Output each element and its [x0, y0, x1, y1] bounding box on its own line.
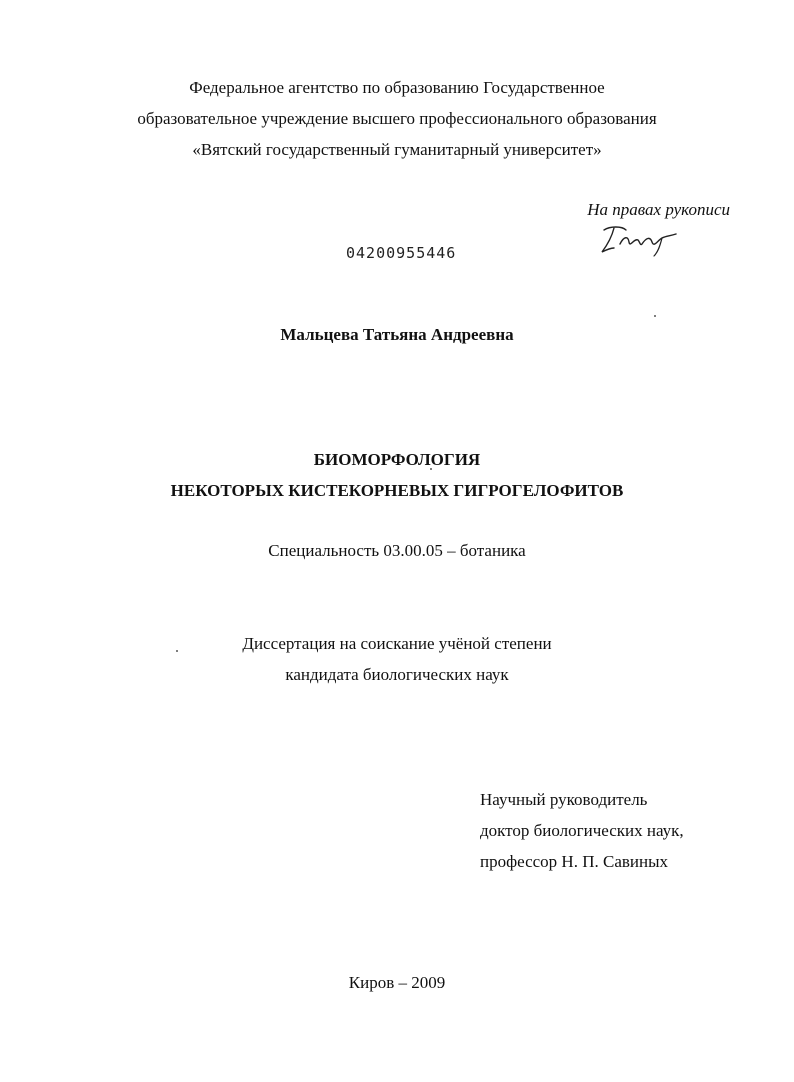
supervisor-name: профессор Н. П. Савиных [480, 852, 669, 871]
university-name-line: «Вятский государственный гуманитарный университет» [192, 140, 602, 159]
manuscript-rights-note: На правах рукописи [587, 200, 730, 219]
dissertation-line-1: Диссертация на соискание учёной степени [242, 634, 552, 653]
agency-line: Федеральное агентство по образованию Государственное [189, 78, 605, 97]
document-code: 04200955446 [346, 244, 457, 262]
supervisor-label: Научный руководитель [480, 790, 648, 809]
supervisor-degree: доктор биологических наук, [480, 821, 684, 840]
place-year: Киров – 2009 [348, 973, 446, 992]
scan-speck [654, 315, 656, 317]
title-line-2: НЕКОТОРЫХ КИСТЕКОРНЕВЫХ ГИГРОГЕЛОФИТОВ [170, 481, 624, 500]
specialty: Специальность 03.00.05 – ботаника [268, 541, 526, 560]
author-name: Мальцева Татьяна Андреевна [280, 325, 514, 344]
signature [596, 222, 686, 258]
title-line-1: БИОМОРФОЛОГИЯ [313, 450, 481, 469]
institution-type-line: образовательное учреждение высшего профессионального образования [137, 109, 657, 128]
dissertation-line-2: кандидата биологических наук [285, 665, 509, 684]
